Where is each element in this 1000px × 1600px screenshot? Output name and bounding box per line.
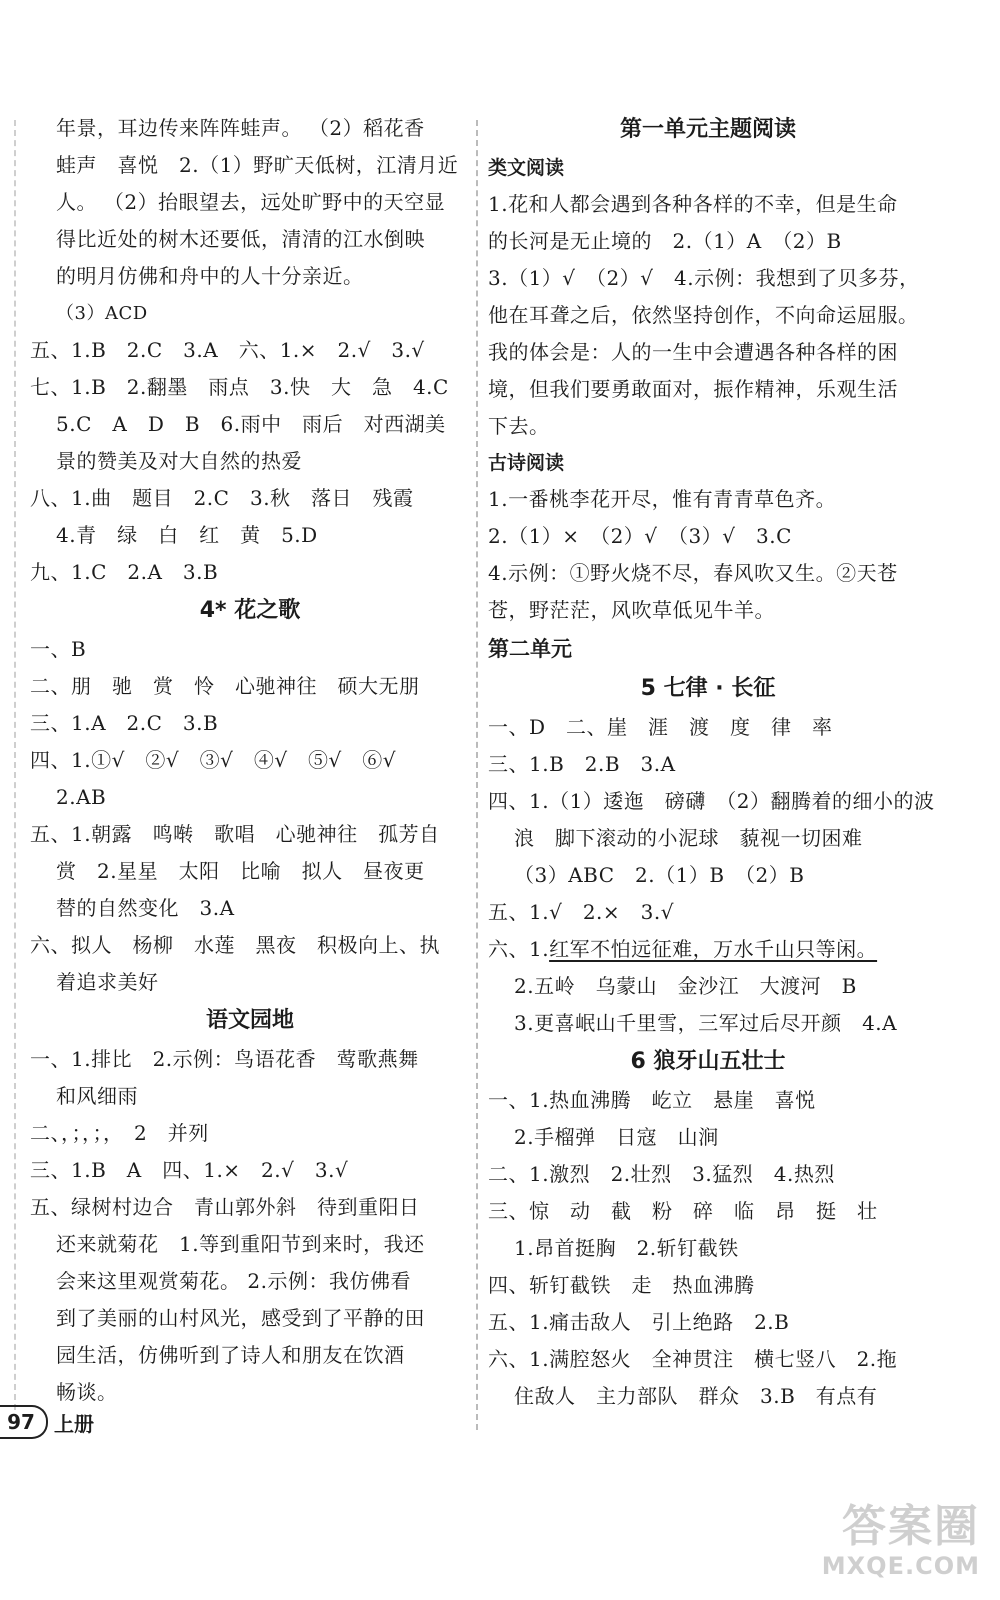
answer-line: 他在耳聋之后，依然坚持创作，不向命运屈服。 — [488, 303, 919, 327]
poem-reading-heading: 古诗阅读 — [488, 452, 565, 474]
answer-line: 我的体会是：人的一生中会遭遇各种各样的困 — [488, 340, 898, 364]
answer-line: 六、1.满腔怒火 全神贯注 横七竖八 2.拖 — [488, 1347, 898, 1371]
column-divider — [476, 120, 478, 1430]
answer-line: 住敌人 主力部队 群众 3.B 有点有 — [514, 1384, 878, 1408]
watermark-domain-text: MXQE.COM — [821, 1552, 980, 1580]
answer-line: 2.（1）× （2）√ （3）√ 3.C — [488, 524, 792, 548]
answer-line: 得比近处的树木还要低，清清的江水倒映 — [56, 227, 425, 251]
answer-line: 一、1.排比 2.示例：鸟语花香 莺歌燕舞 — [30, 1047, 419, 1071]
answer-line: 五、1.B 2.C 3.A 六、1.× 2.√ 3.√ — [30, 338, 425, 362]
answer-line: 一、1.热血沸腾 屹立 悬崖 喜悦 — [488, 1088, 816, 1112]
answer-line: 八、1.曲 题目 2.C 3.秋 落日 残霞 — [30, 486, 414, 510]
answer-line: 浪 脚下滚动的小泥球 藐视一切困难 — [514, 826, 863, 850]
lesson-title-langya-mountain: 6 狼牙山五壮士 — [630, 1049, 786, 1074]
answer-line: 畅谈。 — [56, 1380, 118, 1404]
lesson-title-long-march: 5 七律 · 长征 — [640, 676, 776, 701]
answer-line: 会来这里观赏菊花。 2.示例：我仿佛看 — [56, 1269, 411, 1293]
answer-line: 1.花和人都会遇到各种各样的不幸，但是生命 — [488, 192, 898, 216]
answer-line: 还来就菊花 1.等到重阳节到来时，我还 — [56, 1232, 425, 1256]
answer-line: 人。 （2）抬眼望去，远处旷野中的天空显 — [56, 190, 446, 214]
answer-line: （3）ACD — [56, 303, 148, 324]
answer-line: 1.一番桃李花开尽，惟有青青草色齐。 — [488, 487, 837, 511]
binding-edge-line — [14, 120, 16, 1410]
answer-line — [488, 931, 928, 968]
answer-line: 2.手榴弹 日寇 山涧 — [514, 1125, 719, 1149]
answer-line: 1.昂首挺胸 2.斩钉截铁 — [514, 1236, 739, 1260]
answer-line: 三、1.B A 四、1.× 2.√ 3.√ — [30, 1158, 349, 1182]
answer-line: 园生活，仿佛听到了诗人和朋友在饮酒 — [56, 1343, 405, 1367]
lesson-title-chinese-garden: 语文园地 — [205, 1008, 294, 1033]
answer-line: 2.AB — [56, 785, 107, 809]
answer-line: 苍，野茫茫，风吹草低见牛羊。 — [488, 598, 775, 622]
answer-line: 的明月仿佛和舟中的人十分亲近。 — [56, 264, 364, 288]
unit1-reading-title: 第一单元主题阅读 — [619, 117, 796, 142]
underlined-answer: 红军不怕远征难，万水千山只等闲。 — [549, 937, 878, 961]
answer-line: 的长河是无止境的 2.（1）A （2）B — [488, 229, 842, 253]
watermark-logo-text: 答案圈 — [842, 1501, 980, 1552]
answer-line: 到了美丽的山村风光，感受到了平静的田 — [56, 1306, 425, 1330]
answer-line: 四、斩钉截铁 走 热血沸腾 — [488, 1273, 755, 1297]
answer-line: 六、拟人 杨柳 水莲 黑夜 积极向上、执 — [30, 933, 440, 957]
answer-line: 着追求美好 — [56, 970, 159, 994]
lesson-title-flower-song: 4* 花之歌 — [199, 598, 301, 623]
page-footer — [0, 1404, 94, 1440]
answer-line: 三、1.A 2.C 3.B — [30, 711, 219, 735]
site-watermark — [780, 1502, 980, 1582]
answer-line: 九、1.C 2.A 3.B — [30, 560, 219, 584]
answer-line: 替的自然变化 3.A — [56, 896, 235, 920]
answer-line: 4.示例：①野火烧不尽，春风吹又生。②天苍 — [488, 561, 898, 585]
answer-line: 赏 2.星星 太阳 比喻 拟人 昼夜更 — [56, 859, 425, 883]
volume-label: 上册 — [54, 1411, 94, 1436]
answer-line: 二、朋 驰 赏 怜 心驰神往 硕大无朋 — [30, 674, 420, 698]
answer-line: 3.（1）√ （2）√ 4.示例：我想到了贝多芬， — [488, 266, 920, 290]
answer-line: 二、，；，；， 2 并列 — [30, 1121, 209, 1145]
answer-line: 五、1.痛击敌人 引上绝路 2.B — [488, 1310, 790, 1334]
answer-line: 一、D 二、崖 涯 渡 度 律 率 — [488, 715, 833, 739]
answer-line: 景的赞美及对大自然的热爱 — [56, 449, 302, 473]
answer-line: 三、惊 动 截 粉 碎 临 昂 挺 壮 — [488, 1199, 878, 1223]
answer-line: 蛙声 喜悦 2.（1）野旷天低树，江清月近 — [56, 153, 459, 177]
answer-line: 五、1.√ 2.× 3.√ — [488, 900, 674, 924]
answer-line: 四、1.①√ ②√ ③√ ④√ ⑤√ ⑥√ — [30, 748, 397, 772]
answer-line: 一、B — [30, 637, 87, 661]
answer-line: 下去。 — [488, 414, 550, 438]
answer-line: 二、1.激烈 2.壮烈 3.猛烈 4.热烈 — [488, 1162, 835, 1186]
answer-line: 五、绿树村边合 青山郭外斜 待到重阳日 — [30, 1195, 420, 1219]
unit2-heading: 第二单元 — [488, 637, 572, 661]
answer-line: 四、1.（1）逶迤 磅礴 （2）翻腾着的细小的波 — [488, 789, 935, 813]
answer-line: 4.青 绿 白 红 黄 5.D — [56, 523, 318, 547]
answer-line: 5.C A D B 6.雨中 雨后 对西湖美 — [56, 412, 446, 436]
answer-line: 年景，耳边传来阵阵蛙声。 （2）稻花香 — [56, 116, 425, 140]
answer-line: 2.五岭 乌蒙山 金沙江 大渡河 B — [514, 974, 857, 998]
answer-line: （3）ABC 2.（1）B （2）B — [514, 863, 805, 887]
right-column — [488, 110, 935, 1415]
answer-line: 3.更喜岷山千里雪，三军过后尽开颜 4.A — [514, 1011, 898, 1035]
answer-line: 五、1.朝露 鸣啭 歌唱 心驰神往 孤芳自 — [30, 822, 440, 846]
answer-prefix: 六、1. — [488, 937, 550, 961]
prose-reading-heading: 类文阅读 — [488, 157, 565, 179]
left-column — [30, 110, 470, 1411]
answer-line: 和风细雨 — [56, 1084, 138, 1108]
page-number: 97 — [0, 1405, 48, 1439]
answer-line: 三、1.B 2.B 3.A — [488, 752, 676, 776]
answer-line: 境，但我们要勇敢面对，振作精神，乐观生活 — [488, 377, 898, 401]
answer-line: 七、1.B 2.翻墨 雨点 3.快 大 急 4.C — [30, 375, 449, 399]
